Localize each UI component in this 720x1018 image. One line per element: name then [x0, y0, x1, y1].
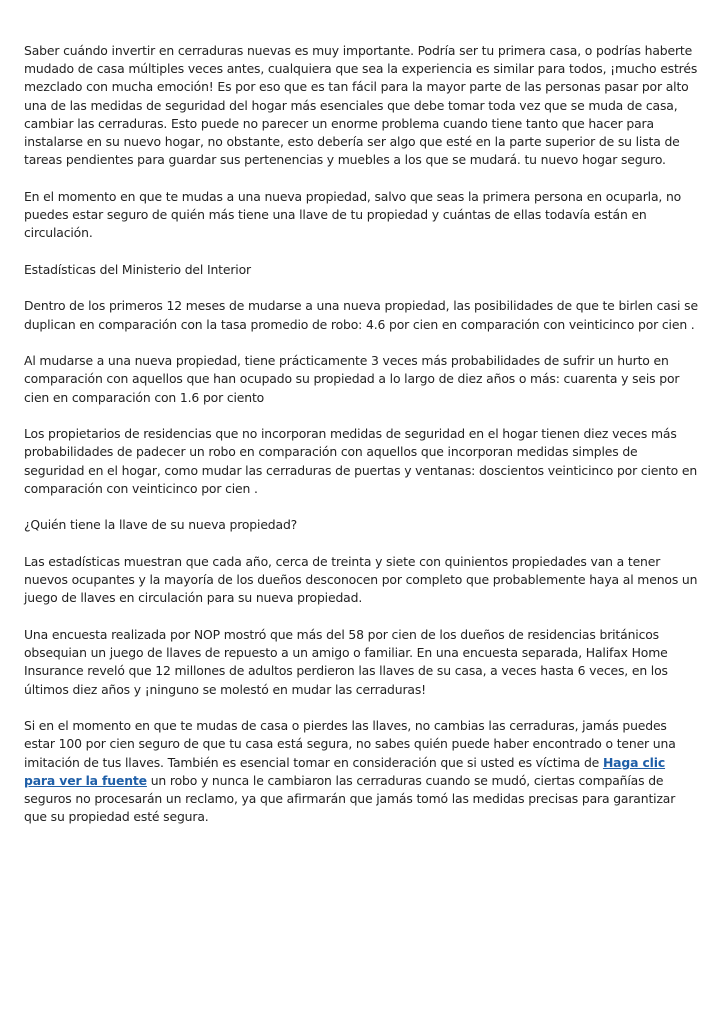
paragraph-stat-first-year: Dentro de los primeros 12 meses de mudarse a una nueva propiedad, las posibilidades de que te birlen casi se duplican en comparación con la tasa promedio de robo: 4.6 por cien en comparación con veinticinco por cien . [24, 298, 698, 332]
paragraph-nop-survey: Una encuesta realizada por NOP mostró que más del 58 por cien de los dueños de residencias británicos obsequian un juego de llaves de repuesto a un amigo o familiar. En una encuesta separada, Halifax Home Insurance reveló que 12 millones de adultos perdieron las llaves de su casa, a veces hasta 6 veces, en los últimos diez años y ¡ninguno se molestó en mudar las cerraduras! [24, 627, 668, 697]
paragraph-new-occupants: Las estadísticas muestran que cada año, cerca de treinta y siete con quinientos propiedades van a tener nuevos ocupantes y la mayoría de los dueños desconocen por completo que probablemente haya al menos un juego de llaves en circulación para su nueva propiedad. [24, 554, 698, 606]
document-body [24, 42, 700, 845]
paragraph-stat-three-times: Al mudarse a una nueva propiedad, tiene prácticamente 3 veces más probabilidades de sufrir un hurto en comparación con aquellos que han ocupado su propiedad a lo largo de diez años o más: cuarenta y seis por cien en comparación con 1.6 por ciento [24, 353, 680, 405]
paragraph-stat-ten-times: Los propietarios de residencias que no incorporan medidas de seguridad en el hogar tienen diez veces más probabilidades de padecer un robo en comparación con aquellos que incorporan medidas simples de seguridad en el hogar, como mudar las cerraduras de puertas y ventanas: doscientos veinticinco por ciento en comparación con veinticinco por cien . [24, 426, 698, 496]
section-heading-statistics: Estadísticas del Ministerio del Interior [24, 261, 251, 277]
paragraph-new-property: En el momento en que te mudas a una nueva propiedad, salvo que seas la primera persona en ocuparla, no puedes estar seguro de quién más tiene una llave de tu propiedad y cuántas de ellas todavía están en circulación. [24, 188, 682, 241]
section-heading-who-has-key: ¿Quién tiene la llave de su nueva propiedad? [24, 517, 298, 533]
conclusion-text-before: Si en el momento en que te mudas de casa o pierdes las llaves, no cambias las cerraduras, jamás puedes estar 100 por cien seguro de que tu casa está segura, no sabes quién puede haber encontrado o tener una imitación de tus llaves. También es esencial tomar en consideración que si usted es víctima de [24, 718, 676, 770]
paragraph-conclusion [24, 717, 700, 826]
conclusion-text-after: un robo y nunca le cambiaron las cerraduras cuando se mudó, ciertas compañías de seguros no procesarán un reclamo, ya que afirmarán que jamás tomó las medidas precisas para garantizar que su propiedad esté segura. [24, 772, 676, 825]
source-link[interactable]: Haga clic para ver la fuente [24, 754, 666, 788]
paragraph-intro: Saber cuándo invertir en cerraduras nuevas es muy importante. Podría ser tu primera casa, o podrías haberte mudado de casa múltiples veces antes, cualquiera que sea la experiencia es similar para todos, ¡mucho estrés mezclado con mucha emoción! Es por eso que es tan fácil para la mayor parte de las personas pasar por alto una de las medidas de seguridad del hogar más esenciales que debe tomar toda vez que se muda de casa, cambiar las cerraduras. Esto puede no parecer un enorme problema cuando tiene tanto que hacer para instalarse en su nuevo hogar, no obstante, esto debería ser algo que esté en la parte superior de su lista de tareas pendientes para guardar sus pertenencias y muebles a los que se mudará. tu nuevo hogar seguro. [24, 43, 698, 168]
